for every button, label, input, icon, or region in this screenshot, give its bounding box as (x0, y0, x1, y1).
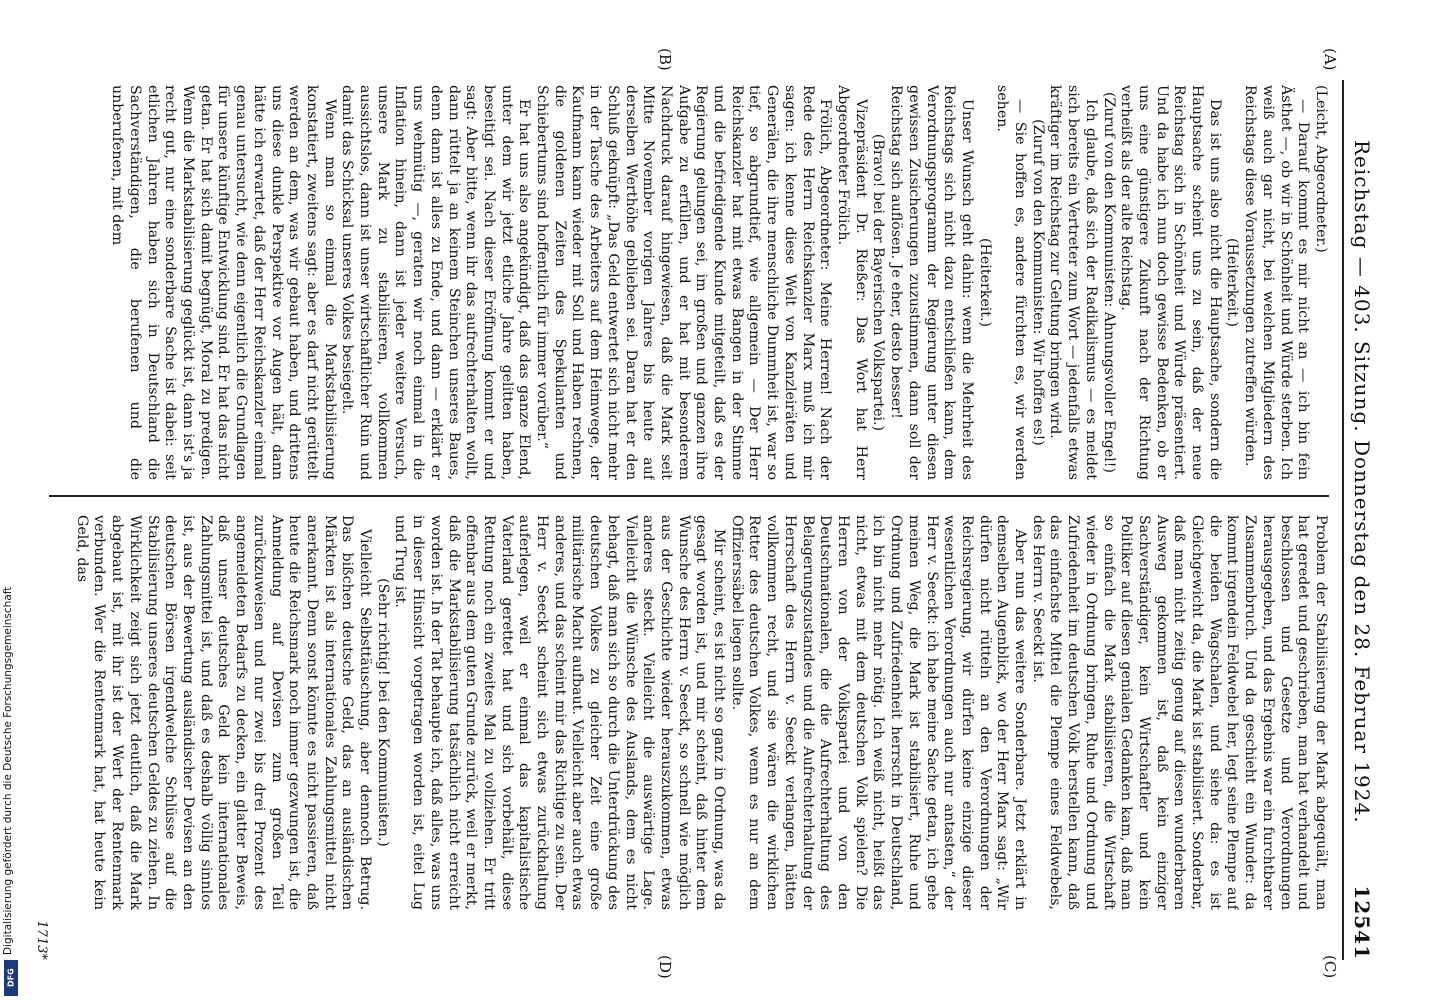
header-rule (1342, 80, 1344, 960)
right-column (39, 515, 1329, 910)
left-column (39, 85, 1329, 480)
page-header (1342, 80, 1374, 960)
paragraph: (Heiterkeit.) (1224, 238, 1241, 327)
margin-marker-a: (A) (1321, 48, 1339, 71)
paragraph: Frölich, Abgeordneter: Meine Herren! Nach der Rede des Herrn Reichskanzler Marx muß ich mir sagen: ich kenne diese Welt von Kanzleiräten und Generälen, die ihre menschliche Dummheit ist, war so tief, so abgrundtief, wie allgemein — Der Herr Reichskanzler hat mit etwas Bangen in der Stimme und die befriedigende Kunde mitgeteilt, daß es der Regierung gelungen sei, im großen und ganzen ihre Aufgabe zu erfüllen, und er hat mit besonderem Nachdruck darauf hingewiesen, daß die Mark seit Mitte November vorigen Jahres bis heute auf derselben Werthöhe geblieben sei. Daran hat er den Schluß geknüpft: „Das Geld entwertet sich nicht mehr in der Tasche des Arbeiters auf dem Heimwege, der Kaufmann kann wieder mit Soll und Haben rechnen, die goldenen Zeiten des Spekulanten und Schiebertums sind hoffentlich für immer vorüber.“ (534, 85, 834, 480)
paragraph: Wenn man so einmal die Markstabilisierung konstatiert, zweitens sagt: aber es darf nicht gerüttelt werden an dem, was wir gebaut haben, und drittens uns diese dunkle Perspektive vor Augen hält, dann hätte ich erwartet, daß der Herr Reichskanzler einmal genau untersucht, wie denn eigentlich die Grundlagen für unsere künftige Entwicklung sind. Er hat das nicht getan. Er hat sich damit begnügt, Moral zu predigen. Wenn die Markstabilisierung geglückt ist, dann ist's ja recht gut, nur eine sonderbare Sache ist dabei: seit etlichen Jahren haben sich in Deutschland die Sachverständigen, die berufenen und die unberufenen, mit dem (109, 85, 338, 480)
paragraph: (Sehr richtig! bei den Kommunisten.) (374, 578, 391, 847)
paragraph: (Heiterkeit.) (976, 238, 993, 327)
paragraph: Das ist uns also nicht die Hauptsache, sondern die Hauptsache scheint uns zu sein, daß der neue Reichstag sich in Schönheit und Würde präsentiert. Und da habe ich nun doch gewisse Bedenken, ob er uns eine günstigere Zukunft nach der Richtung verheißt als der alte Reichstag. (1118, 85, 1223, 480)
digitization-sidebar (2, 0, 24, 1000)
margin-marker-c: (C) (1321, 955, 1339, 979)
paragraph: — Sie hoffen es, andere fürchten es, wir werden sehen. (994, 85, 1029, 480)
page-number: 12541 (1350, 885, 1374, 960)
paragraph: — Darauf kommt es mir nicht an — ich bin fein Ästhet —, ob wir in Schönheit und Würde sterben. Ich weiß auch gar nicht, bei welchen Mitgliedern des Reichstags diese Voraussetzungen zutreffen würden. (1242, 85, 1312, 480)
sidebar-credit-text: Digitalisierung gefördert durch die Deutsche Forschungsgemeinschaft (2, 586, 14, 955)
paragraph: (Leicht, Abgeordneter.) (1313, 85, 1329, 253)
margin-marker-d: (D) (656, 955, 674, 979)
paragraph: (Zuruf von den Kommunisten: Ahnungsvoller Engel!) (1100, 91, 1117, 474)
paragraph: Vizepräsident Dr. Rießer: Das Wort hat Herr Abgeordneter Frölich. (835, 85, 869, 480)
margin-marker-b: (B) (656, 48, 674, 71)
paragraph: Mir scheint, es ist nicht so ganz in Ordnung, was da gesagt worden ist, und mir scheint, daß hinter dem Wunsche des Herrn v. Seeckt, so schnell wie möglich aus der Geschichte wieder herauszukommen, etwas anderes steckt. Vielleicht die auswärtige Lage. Vielleicht die Wünsche des Auslands, dem es nicht behagt, daß man sich so durch die Unterdrückung des deutschen Volkes zu gleicher Zeit eine große militärische Macht aufbaut. Vielleicht aber auch etwas anderes, und das scheint mir das Richtige zu sein. Der Herr v. Seeckt scheint sich etwas zurückhaltung auferlegen, weil er einmal das kapitalistische Vaterland gerettet hat und sich vorbehält, diese Rettung noch ein zweites Mal zu vollziehen. Er tritt offenbar aus dem guten Grunde zurück, weil er merkt, daß die Markstabilisierung tatsächlich nicht erreicht worden ist. In der Tat behaupte ich, daß alles, was uns in dieser Hinsicht vorgetragen worden ist, eitel Lug und Trug ist. (392, 515, 728, 910)
paragraph: (Bravo! bei der Bayerischen Volkspartei.) (870, 133, 887, 432)
paragraph: (Zuruf von den Kommunisten: Wir hoffen es!) (1029, 119, 1046, 446)
paragraph: Aber nun das weitere Sonderbare. Jetzt erklärt in demselben Augenblick, wo der Herr Marx sagt: „Wir dürfen nicht rütteln an den Verordnungen der Reichsregierung, wir dürfen keine einzige dieser wesentlichen Verordnungen auch nur antasten,“ der Herr v. Seeckt: ich habe meine Sache getan, ich gehe meinen Weg, die Mark ist stabilisiert, Ruhe und Ordnung und Zufriedenheit herrscht in Deutschland, ich bin nicht mehr nötig. Ich weiß nicht, heißt das nicht, etwas mit dem deutschen Volk spielen? Die Herren von der Volkspartei und von den Deutschnationalen, die die Aufrechterhaltung des Belagerungszustandes und die Aufrechterhaltung der Herrschaft des Herrn v. Seeckt verlangen, hätten vollkommen recht, und sie wären die wirklichen Retter des deutschen Volkes, wenn es nur an dem Offizierssäbel liegen sollte. (728, 515, 1029, 910)
paragraph: Ich glaube, daß sich der Radikalismus — es meldet sich bereits ein Vertreter zum Wort — jedenfalls etwas kräftiger im Reichstag zur Geltung bringen wird. (1047, 85, 1099, 480)
paragraph: Vielleicht Selbsttäuschung, aber dennoch Betrug. Das bißchen deutsche Geld, das an ausländischen Märkten ist als internationales Zahlungsmittel nicht anerkannt. Denn sonst könnte es nicht passieren, daß heute die Reichsmark noch immer gezwungen ist, die Anmeldung auf Devisen zum großen Teil zurückzuweisen und nur zwei bis drei Prozent des angemeldeten Bedarfs zu decken, ein glatter Beweis, daß unser deutsches Geld kein internationales Zahlungsmittel ist, und daß es deshalb völlig sinnlos ist, aus der Bewertung ausländischer Devisen an den deutschen Börsen irgendwelche Schlüsse auf die Stabilisierung unseres deutschen Geldes zu ziehen. In Wirklichkeit zeigt sich jetzt deutlich, daß die Mark abgebaut ist, mit ihr ist der Wert der Rentenmark verbunden. Wer die Rentenmark hat, hat heute kein Geld, das (73, 515, 374, 910)
paragraph: Unser Wunsch geht dahin: wenn die Mehrheit des Reichstags sich nicht dazu entschließen kann, dem Verordnungsprogramm der Regierung unter diesen gewissen Zusicherungen zuzustimmen, dann soll der Reichstag sich auflösen. Je eher, desto besser! (888, 85, 975, 480)
paragraph: Er hat uns also angekündigt, daß das ganze Elend, unter dem wir jetzt etliche Jahre gelitten haben, beseitigt sei. Nach dieser Eröffnung kommt er und sagt: Aber bitte, wenn ihr das aufrechterhalten wollt, dann rüttelt ja an keinem Steinchen unseres Baues, denn dann ist alles zu Ende, und dann — erklärt er uns wehmütig —, geraten wir noch einmal in die Inflation hinein, dann ist jeder weitere Versuch, unsere Mark zu stabilisieren, vollkommen aussichtslos, dann ist unser wirtschaftlicher Ruin und damit das Schicksal unseres Volkes besiegelt. (339, 85, 533, 480)
column-divider (49, 495, 1329, 497)
paragraph: Problem der Stabilisierung der Mark abgequält, man hat geredet und geschrieben, man hat verhandelt und beschlossen und Gesetze und Verordnungen herausgegeben, und das Ergebnis war ein furchtbarer Zusammenbruch. Und da geschieht ein Wunder: da kommt irgendein Feldwebel her, legt seine Plempe auf die beiden Wagschalen, und siehe da: es ist Gleichgewicht da, die Mark ist stabilisiert. Sonderbar, daß man nicht zeitig genug auf diesen wunderbaren Ausweg gekommen ist, daß kein einziger Sachverständiger, kein Wirtschaftler und kein Politiker auf diesen genialen Gedanken kam, daß man so einfach die Mark stabilisieren, die Wirtschaft wieder in Ordnung bringen, Ruhe und Ordnung und Zufriedenheit im deutschen Volk herstellen kann, daß das einfachste Mittel die Plempe eines Feldwebels, des Herrn v. Seeckt ist. (1029, 515, 1329, 910)
dfg-logo: DFG (4, 960, 18, 996)
footer-number: 1713* (34, 920, 49, 960)
header-title: Reichstag — 403. Sitzung. Donnerstag den 28. Februar 1924. (1350, 140, 1374, 824)
